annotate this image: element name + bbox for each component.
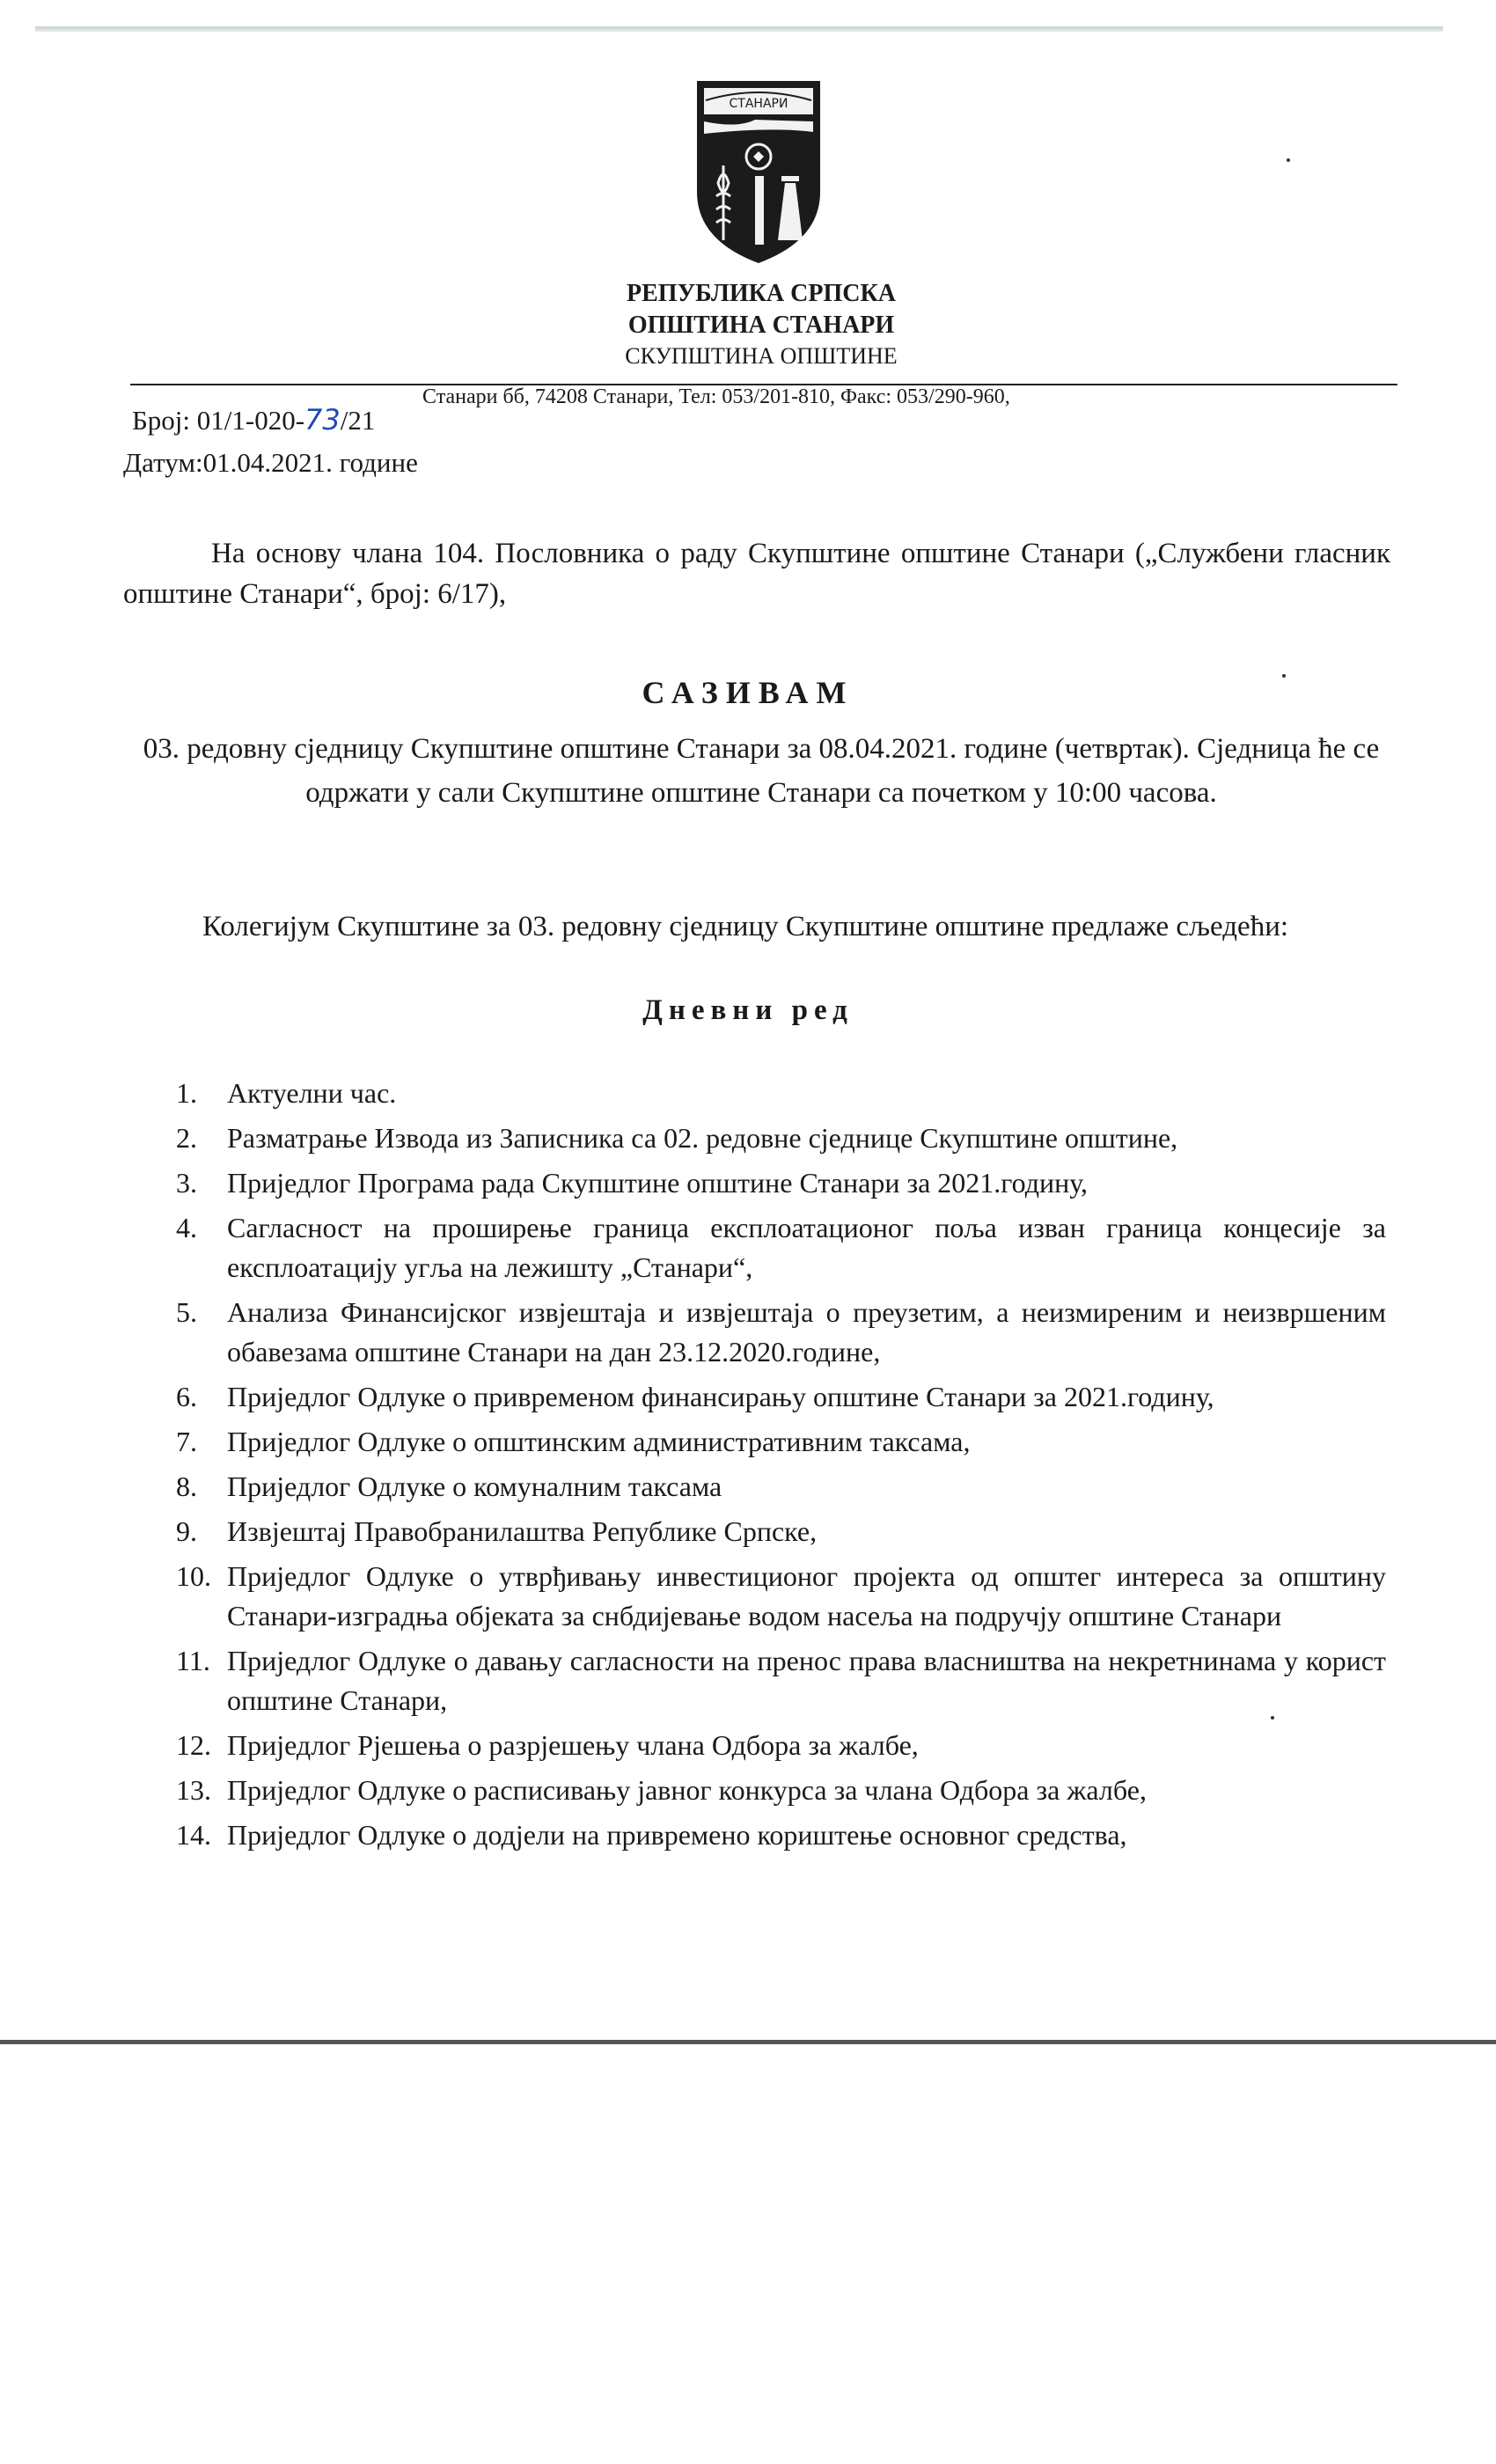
reference-number — [132, 403, 375, 436]
agenda-item-text: Актуелни час. — [227, 1077, 397, 1109]
agenda-item — [176, 1512, 1386, 1551]
agenda-item-text: Приједлог Одлуке о општинским административним таксама, — [227, 1426, 971, 1457]
agenda-item — [176, 1118, 1386, 1158]
agenda-item — [176, 1726, 1386, 1765]
convene-title: САЗИВАМ — [642, 675, 854, 710]
scan-edge-top — [35, 26, 1443, 32]
agenda-item — [176, 1377, 1386, 1417]
scan-speck — [1271, 1716, 1274, 1720]
agenda-list — [176, 1074, 1386, 1860]
header-municipality: ОПШТИНА СТАНАРИ — [627, 312, 895, 339]
agenda-item — [176, 1641, 1386, 1720]
agenda-item-number: 12. — [176, 1729, 211, 1761]
agenda-item — [176, 1074, 1386, 1113]
agenda-item — [176, 1467, 1386, 1507]
agenda-item-number: 2. — [176, 1122, 197, 1154]
agenda-item — [176, 1557, 1386, 1636]
agenda-item — [176, 1208, 1386, 1287]
agenda-item-text: Приједлог Одлуке о давању сагласности на пренос права власништва на некретнинама у корист општине Станари, — [227, 1645, 1386, 1716]
agenda-item-text: Извјештај Правобранилаштва Републике Српске, — [227, 1515, 818, 1547]
agenda-item-text: Сагласност на проширење граница експлоатационог поља изван граница концесије за експлоатацију угља на лежишту „Станари“, — [227, 1212, 1386, 1283]
agenda-item-number: 13. — [176, 1774, 211, 1806]
agenda-item-number: 4. — [176, 1212, 197, 1243]
reference-handwritten-number: 73 — [304, 403, 341, 436]
agenda-item-text: Приједлог Одлуке о расписивању јавног конкурса за члана Одбора за жалбе, — [227, 1774, 1147, 1806]
agenda-item-number: 14. — [176, 1819, 211, 1851]
reference-prefix: Број: 01/1-020- — [132, 405, 305, 436]
agenda-item-text: Приједлог Одлуке о додјели на привремено кориштење основног средства, — [227, 1819, 1127, 1851]
agenda-item — [176, 1815, 1386, 1855]
scan-edge-bottom — [0, 2040, 1496, 2044]
agenda-item-text: Приједлог Одлуке о привременом финансирању општине Станари за 2021.годину, — [227, 1381, 1214, 1412]
agenda-item-number: 6. — [176, 1381, 197, 1412]
intro-paragraph: На основу члана 104. Пословника о раду Скупштине општине Станари („Службени гласник општине Станари“, број: 6/17), — [123, 538, 1390, 610]
agenda-title: Дневни ред — [642, 994, 854, 1026]
agenda-item-number: 9. — [176, 1515, 197, 1547]
document-date: Датум:01.04.2021. године — [123, 447, 418, 478]
agenda-item — [176, 1293, 1386, 1372]
agenda-item-number: 8. — [176, 1470, 197, 1502]
agenda-item — [176, 1163, 1386, 1203]
convene-text: 03. редовну сједницу Скупштине општине Станари за 08.04.2021. године (четвртак). Сједница ће се одржати у сали Скупштине општине Станари са почетком у 10:00 часова. — [143, 733, 1380, 809]
coat-of-arms-emblem — [693, 77, 824, 267]
agenda-item-number: 11. — [176, 1645, 210, 1676]
scan-speck — [1282, 674, 1286, 678]
agenda-item-number: 7. — [176, 1426, 197, 1457]
agenda-item-number: 10. — [176, 1560, 211, 1592]
agenda-item — [176, 1771, 1386, 1810]
agenda-item-number: 3. — [176, 1167, 197, 1199]
agenda-item-text: Приједлог Одлуке о утврђивању инвестиционог пројекта од општег интереса за општину Станари-изградња објеката за снбдијевање водом насеља на подручју општине Станари — [227, 1560, 1386, 1632]
college-paragraph: Колегијум Скупштине за 03. редовну сједницу Скупштине општине предлаже сљедећи: — [202, 911, 1289, 942]
header-assembly: СКУПШТИНА ОПШТИНЕ — [625, 343, 898, 369]
emblem-banner-text: СТАНАРИ — [729, 97, 788, 111]
agenda-item-number: 5. — [176, 1296, 197, 1328]
agenda-item-text: Приједлог Одлуке о комуналним таксама — [227, 1470, 722, 1502]
agenda-item — [176, 1422, 1386, 1462]
header-contact: Станари бб, 74208 Станари, Тел: 053/201-810, Факс: 053/290-960, — [422, 385, 1010, 408]
reference-suffix: /21 — [340, 405, 376, 436]
agenda-item-text: Анализа Финансијског извјештаја и извјештаја о преузетим, а неизмиреним и неизвршеним обавезама општине Станари на дан 23.12.2020.године, — [227, 1296, 1386, 1368]
scan-speck — [1287, 158, 1290, 162]
agenda-item-text: Приједлог Програма рада Скупштине општине Станари за 2021.годину, — [227, 1167, 1089, 1199]
agenda-item-number: 1. — [176, 1077, 197, 1109]
agenda-item-text: Приједлог Рјешења о разрјешењу члана Одбора за жалбе, — [227, 1729, 919, 1761]
header-republic: РЕПУБЛИКА СРПСКА — [627, 280, 896, 307]
agenda-item-text: Разматрање Извода из Записника са 02. редовне сједнице Скупштине општине, — [227, 1122, 1178, 1154]
